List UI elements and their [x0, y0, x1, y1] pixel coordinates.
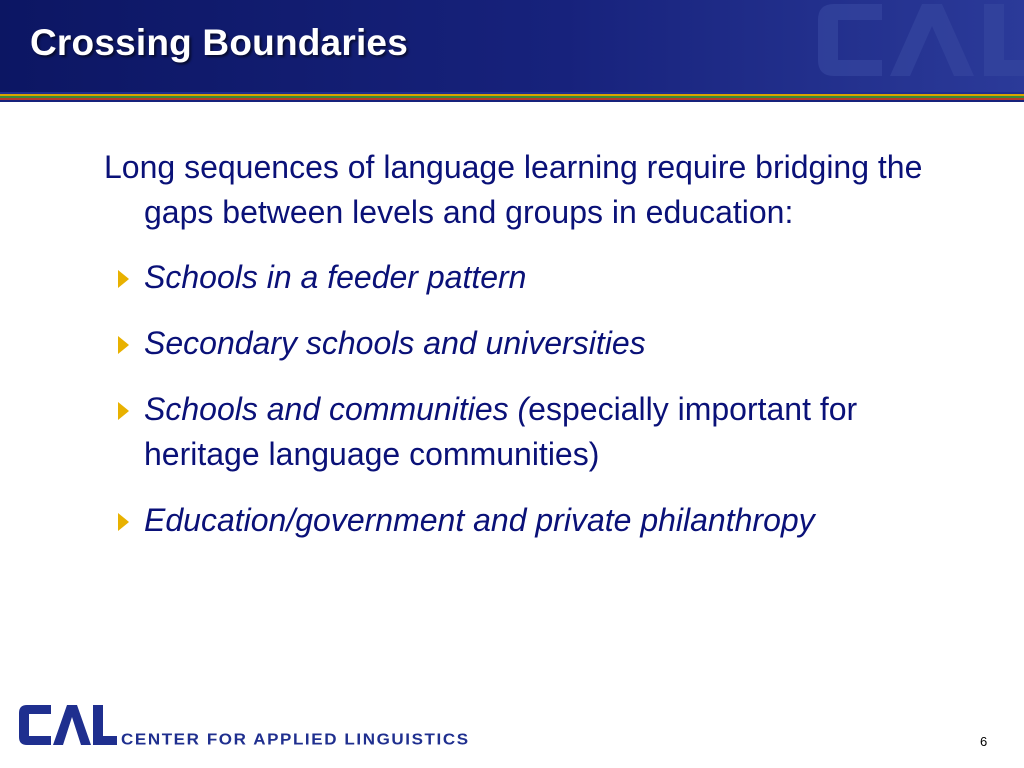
- bullet-arrow-icon: [118, 270, 129, 288]
- bullet-italic-text: Schools and communities (: [144, 391, 529, 427]
- slide-title: Crossing Boundaries: [30, 22, 408, 63]
- bullet-arrow-icon: [118, 336, 129, 354]
- organization-name: CENTER FOR APPLIED LINGUISTICS: [121, 731, 470, 749]
- page-number: 6: [980, 734, 988, 749]
- bullet-italic-text: Schools in a feeder pattern: [144, 259, 527, 295]
- intro-paragraph: Long sequences of language learning require bridging the gaps between levels and groups in education:: [104, 149, 923, 230]
- slide-body: [104, 145, 924, 564]
- title-bar: [0, 0, 1024, 92]
- bullet-item: [144, 255, 924, 300]
- bullet-item: [144, 321, 924, 366]
- cal-logo-icon: [17, 703, 117, 747]
- bullet-italic-text: Education/government and private philanthropy: [144, 502, 815, 538]
- bullet-italic-text: Secondary schools and universities: [144, 325, 646, 361]
- cal-watermark-icon: [812, 0, 1024, 90]
- bullet-arrow-icon: [118, 513, 129, 531]
- bullet-item: [144, 498, 924, 543]
- bullet-normal-text: especially important for heritage language communities): [144, 391, 858, 472]
- header-stripe-navy: [0, 100, 1024, 102]
- bullet-arrow-icon: [118, 402, 129, 420]
- bullet-item: [144, 387, 924, 477]
